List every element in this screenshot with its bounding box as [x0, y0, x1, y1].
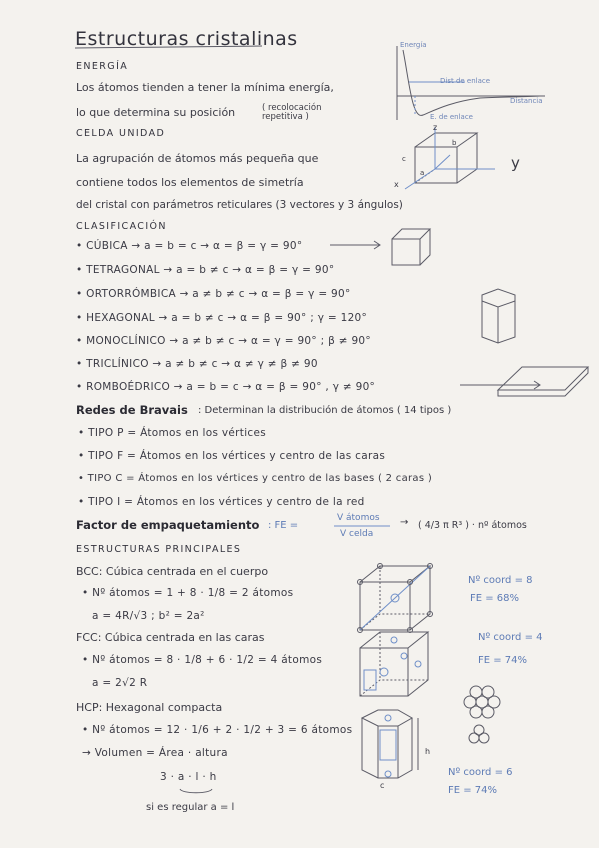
axis-z: z — [433, 123, 438, 132]
factor-den: V celda — [340, 529, 374, 539]
clasif-triclinico: • TRICLÍNICO → a ≠ b ≠ c → α ≠ γ ≠ β ≠ 90 — [76, 358, 318, 370]
hcp-coord: Nº coord = 6 — [448, 767, 513, 778]
clasif-cubica: • CÚBICA → a = b = c → α = β = γ = 90° — [76, 240, 303, 252]
fcc-fe: FE = 74% — [478, 655, 528, 666]
fcc-atoms: • Nº átomos = 8 · 1/8 + 6 · 1/2 = 4 átomos — [82, 654, 323, 666]
bcc-cube — [358, 564, 433, 633]
bcc-fe: FE = 68% — [470, 593, 520, 604]
close-packed-spheres — [464, 686, 500, 743]
factor-fe: : FE = — [268, 520, 299, 531]
bcc-title: BCC: Cúbica centrada en el cuerpo — [76, 565, 269, 578]
bravais-tipo-p: • TIPO P = Átomos en los vértices — [78, 427, 267, 439]
factor-num: V átomos — [337, 513, 380, 523]
hcp-formula: 3 · a · l · h — [160, 771, 217, 783]
bravais-tipo-f: • TIPO F = Átomos en los vértices y centro de las caras — [78, 450, 386, 462]
clasif-tetragonal: • TETRAGONAL → a = b ≠ c → α = β = γ = 90° — [76, 264, 335, 276]
fcc-cube — [360, 632, 428, 696]
energy-graph — [385, 40, 565, 130]
hcp-c-label: c — [380, 781, 385, 790]
graph-e-enlace-label: E. de enlace — [430, 113, 473, 121]
page-title: Estructuras cristalinas — [75, 28, 298, 50]
classification-drawings — [330, 225, 599, 400]
hcp-prism — [362, 710, 418, 778]
celda-line1: La agrupación de átomos más pequeña que — [76, 152, 319, 165]
factor-heading: Factor de empaquetamiento — [76, 518, 260, 532]
graph-distancia-label: Distancia — [510, 97, 543, 105]
unit-cell-diagram — [395, 125, 525, 195]
bcc-params: a = 4R/√3 ; b² = 2a² — [92, 610, 205, 622]
celda-heading: CELDA UNIDAD — [76, 128, 166, 139]
axis-y: y — [511, 154, 520, 172]
bravais-heading: Redes de Bravais — [76, 403, 188, 417]
bcc-coord: Nº coord = 8 — [468, 575, 533, 586]
energia-line1: Los átomos tienden a tener la mínima energía, — [76, 81, 334, 94]
factor-formula: ( 4/3 π R³ ) · nº átomos — [418, 520, 527, 531]
bravais-tipo-c: • TIPO C = Átomos en los vértices y centro de las bases ( 2 caras ) — [78, 473, 433, 484]
clasif-hexagonal: • HEXAGONAL → a = b ≠ c → α = β = 90° ; γ = 120° — [76, 312, 368, 324]
bravais-desc: : Determinan la distribución de átomos ( 14 tipos ) — [198, 405, 452, 416]
hcp-title: HCP: Hexagonal compacta — [76, 701, 223, 714]
axis-b: b — [452, 139, 457, 147]
clasificacion-heading: CLASIFICACIÓN — [76, 221, 167, 232]
hcp-volume: → Volumen = Área · altura — [82, 747, 228, 759]
bravais-tipo-i: • TIPO I = Átomos en los vértices y centro de la red — [78, 496, 365, 508]
bcc-atoms: • Nº átomos = 1 + 8 · 1/8 = 2 átomos — [82, 587, 294, 599]
axis-a: a — [420, 169, 425, 177]
energia-paren: ( recolocación repetitiva ) — [262, 103, 322, 123]
axis-x: x — [394, 180, 399, 189]
energia-heading: ENERGÍA — [76, 61, 129, 72]
clasif-ortorrombica: • ORTORRÓMBICA → a ≠ b ≠ c → α = β = γ = 90° — [76, 288, 351, 300]
fcc-title: FCC: Cúbica centrada en las caras — [76, 631, 265, 644]
axis-c: c — [402, 155, 406, 163]
fcc-params: a = 2√2 R — [92, 677, 148, 689]
celda-line3: del cristal con parámetros reticulares (3 vectores y 3 ángulos) — [76, 199, 403, 211]
hcp-h-label: h — [425, 747, 431, 756]
clasif-monoclinico: • MONOCLÍNICO → a ≠ b ≠ c → α = γ = 90° ; β ≠ 90° — [76, 335, 371, 347]
hcp-regular: si es regular a = l — [146, 802, 235, 813]
factor-arrow: → — [400, 517, 409, 528]
hcp-brace — [180, 788, 220, 796]
graph-energy-label: Energía — [400, 41, 427, 49]
celda-line2: contiene todos los elementos de simetría — [76, 176, 304, 189]
energia-line2: lo que determina su posición — [76, 106, 236, 119]
hcp-atoms: • Nº átomos = 12 · 1/6 + 2 · 1/2 + 3 = 6 átomos — [82, 724, 353, 736]
graph-dist-label: Dist de enlace — [440, 77, 491, 85]
structure-drawings — [340, 560, 540, 800]
estructuras-heading: ESTRUCTURAS PRINCIPALES — [76, 544, 242, 555]
clasif-romboedrico: • ROMBOÉDRICO → a = b = c → α = β = 90° , γ ≠ 90° — [76, 381, 376, 393]
fcc-coord: Nº coord = 4 — [478, 632, 543, 643]
hcp-fe: FE = 74% — [448, 785, 498, 796]
